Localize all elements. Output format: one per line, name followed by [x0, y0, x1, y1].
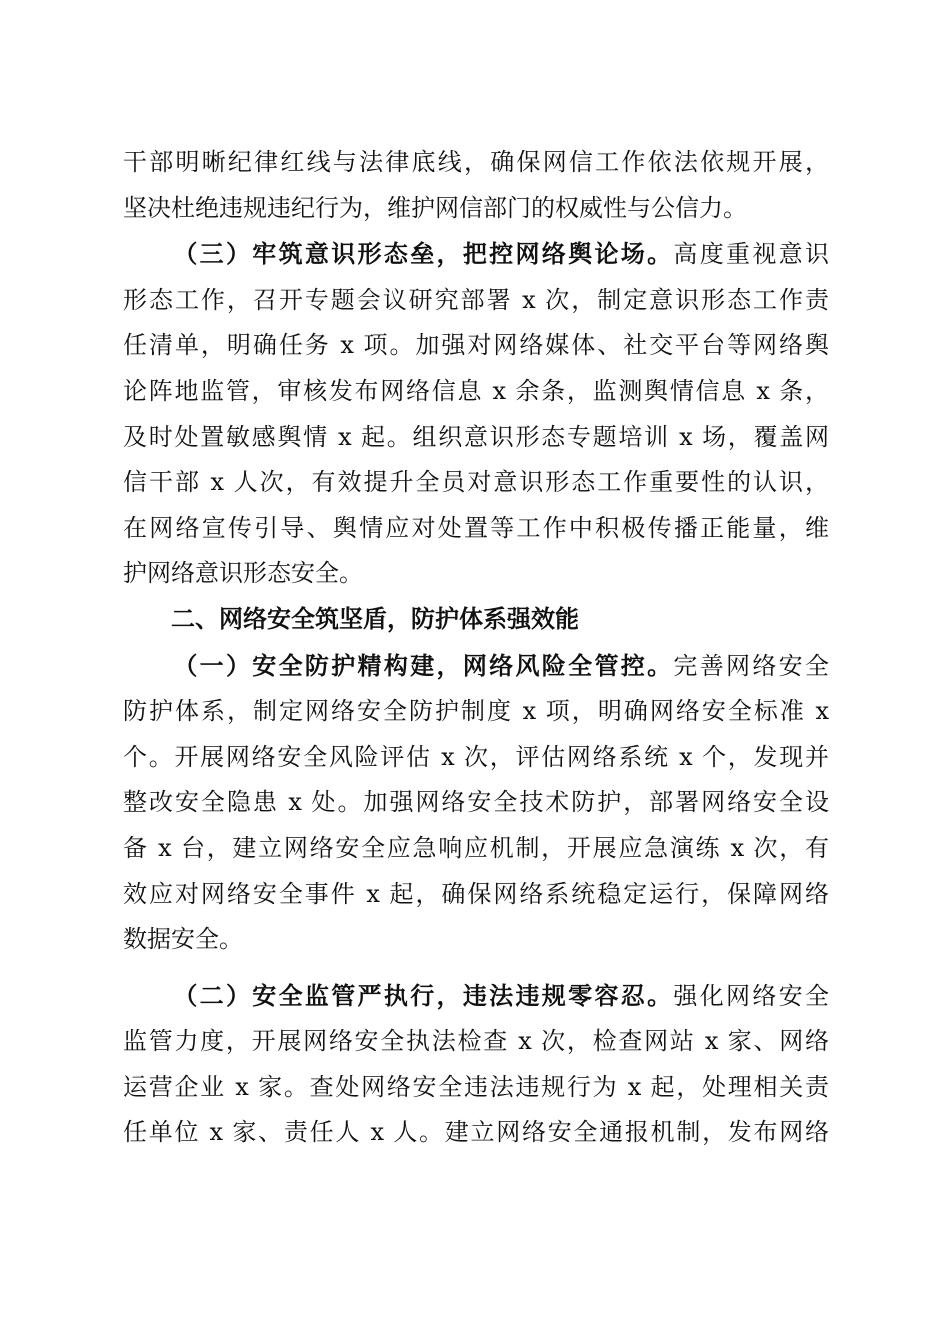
paragraph-gap: [123, 963, 829, 973]
text-line: 运营企业 x 家。查处网络安全违法违规行为 x 起，处理相关责: [123, 1072, 829, 1101]
text-line: 形态工作，召开专题会议研究部署 x 次，制定意识形态工作责: [123, 285, 829, 314]
text-span: 完善网络安全: [673, 651, 830, 680]
subsection-title: （二）安全监管严执行，违法违规零容忍。: [171, 980, 674, 1010]
text-line: 整改安全隐患 x 处。加强网络安全技术防护，部署网络安全设: [123, 788, 829, 817]
text-line: 任清单，明确任务 x 项。加强对网络媒体、社交平台等网络舆: [123, 331, 829, 360]
paragraph-continuation: [123, 140, 829, 231]
paragraph-ideology: [123, 231, 829, 597]
paragraph-first-line: [123, 231, 829, 278]
text-line: 护网络意识形态安全。: [123, 559, 363, 588]
text-line: 干部明晰纪律红线与法律底线，确保网信工作依法依规开展，: [123, 148, 829, 176]
paragraph-supervision: [123, 973, 829, 1156]
text-line: 监管力度，开展网络安全执法检查 x 次，检查网站 x 家、网络: [123, 1027, 829, 1056]
paragraph-first-line: [123, 973, 829, 1020]
paragraph-protection: [123, 643, 829, 963]
text-line: 防护体系，制定网络安全防护制度 x 项，明确网络安全标准 x: [123, 697, 829, 726]
subsection-title: （三）牢筑意识形态垒，把控网络舆论场。: [171, 239, 674, 269]
text-line: 效应对网络安全事件 x 起，确保网络系统稳定运行，保障网络: [123, 879, 829, 908]
subsection-title: （一）安全防护精构建，网络风险全管控。: [171, 650, 674, 680]
document-body: [123, 140, 829, 1156]
text-line: 任单位 x 家、责任人 x 人。建立网络安全通报机制，发布网络: [123, 1118, 829, 1147]
text-line: 论阵地监管，审核发布网络信息 x 余条，监测舆情信息 x 条，: [123, 376, 829, 405]
text-span: 高度重视意识: [673, 240, 830, 269]
section-heading: 二、网络安全筑坚盾，防护体系强效能: [171, 604, 579, 633]
text-line: 及时处置敏感舆情 x 起。组织意识形态专题培训 x 场，覆盖网: [123, 422, 829, 451]
paragraph-first-line: [123, 643, 829, 690]
text-line: 个。开展网络安全风险评估 x 次，评估网络系统 x 个，发现并: [123, 742, 829, 771]
text-line: 数据安全。: [123, 925, 243, 954]
text-line: 备 x 台，建立网络安全应急响应机制，开展应急演练 x 次，有: [123, 833, 829, 862]
section-heading-wrap: [123, 597, 829, 643]
text-line: 信干部 x 人次，有效提升全员对意识形态工作重要性的认识，: [123, 468, 829, 497]
text-line: 坚决杜绝违规违纪行为，维护网信部门的权威性与公信力。: [123, 193, 747, 222]
text-line: 在网络宣传引导、舆情应对处置等工作中积极传播正能量，维: [123, 513, 829, 542]
section-heading-line: [123, 597, 829, 643]
text-span: 强化网络安全: [673, 981, 830, 1010]
